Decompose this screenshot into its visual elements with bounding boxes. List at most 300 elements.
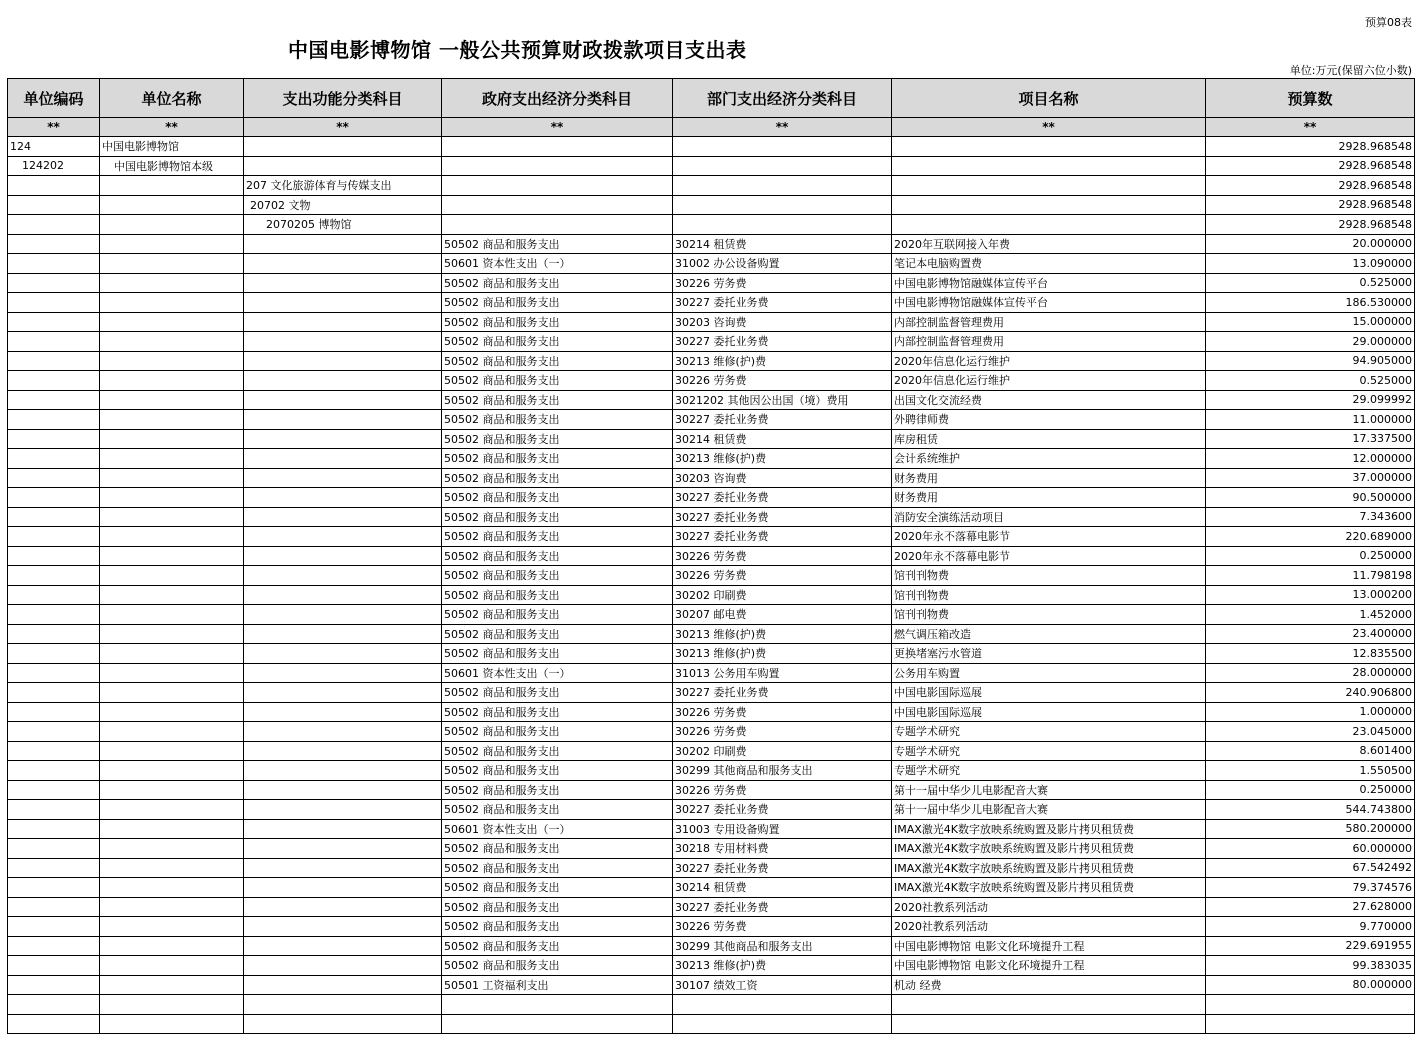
project-name-cell: 公务用车购置: [892, 663, 1206, 683]
dept-economic-class-cell: [673, 1014, 892, 1034]
unit-code-cell: [8, 449, 100, 469]
star-cell: **: [1206, 118, 1415, 137]
dept-economic-class-cell: 30226 劳务费: [673, 702, 892, 722]
function-class-cell: [244, 1014, 442, 1034]
dept-economic-class-cell: 30213 维修(护)费: [673, 449, 892, 469]
table-row: [8, 683, 1415, 703]
unit-name-cell: [100, 429, 244, 449]
budget-amount-cell: 0.250000: [1206, 546, 1415, 566]
dept-economic-class-cell: 30226 劳务费: [673, 566, 892, 586]
dept-economic-class-cell: 30227 委托业务费: [673, 332, 892, 352]
star-row: [8, 118, 1415, 137]
budget-amount-cell: 23.045000: [1206, 722, 1415, 742]
unit-code-cell: [8, 741, 100, 761]
unit-name-cell: [100, 858, 244, 878]
table-row: [8, 663, 1415, 683]
budget-amount-cell: 12.000000: [1206, 449, 1415, 469]
unit-code-cell: [8, 761, 100, 781]
gov-economic-class-cell: 50502 商品和服务支出: [442, 546, 673, 566]
unit-code-cell: [8, 332, 100, 352]
project-name-cell: 财务费用: [892, 468, 1206, 488]
star-cell: **: [100, 118, 244, 137]
budget-amount-cell: 2928.968548: [1206, 176, 1415, 196]
unit-name-cell: [100, 176, 244, 196]
dept-economic-class-cell: 30218 专用材料费: [673, 839, 892, 859]
function-class-cell: [244, 702, 442, 722]
table-row: [8, 566, 1415, 586]
table-row: [8, 351, 1415, 371]
function-class-cell: [244, 897, 442, 917]
table-row: [8, 722, 1415, 742]
table-row: [8, 624, 1415, 644]
gov-economic-class-cell: 50502 商品和服务支出: [442, 741, 673, 761]
unit-code-cell: [8, 254, 100, 274]
unit-name-cell: [100, 683, 244, 703]
unit-name-cell: [100, 273, 244, 293]
budget-amount-cell: 17.337500: [1206, 429, 1415, 449]
function-class-cell: [244, 371, 442, 391]
unit-name-cell: 中国电影博物馆本级: [100, 156, 244, 176]
project-name-cell: 2020年信息化运行维护: [892, 371, 1206, 391]
unit-code-cell: [8, 956, 100, 976]
gov-economic-class-cell: 50502 商品和服务支出: [442, 956, 673, 976]
gov-economic-class-cell: 50502 商品和服务支出: [442, 293, 673, 313]
project-name-cell: IMAX激光4K数字放映系统购置及影片拷贝租赁费: [892, 839, 1206, 859]
unit-code-cell: [8, 371, 100, 391]
budget-amount-cell: 15.000000: [1206, 312, 1415, 332]
table-body: [8, 118, 1415, 1034]
function-class-cell: [244, 605, 442, 625]
gov-economic-class-cell: 50502 商品和服务支出: [442, 897, 673, 917]
budget-table: [7, 78, 1415, 1034]
budget-amount-cell: 79.374576: [1206, 878, 1415, 898]
dept-economic-class-cell: 30214 租赁费: [673, 234, 892, 254]
budget-amount-cell: 229.691955: [1206, 936, 1415, 956]
unit-name-cell: [100, 956, 244, 976]
project-name-cell: 财务费用: [892, 488, 1206, 508]
unit-code-cell: [8, 176, 100, 196]
table-row: [8, 371, 1415, 391]
dept-economic-class-cell: 30213 维修(护)费: [673, 644, 892, 664]
budget-amount-cell: 28.000000: [1206, 663, 1415, 683]
dept-economic-class-cell: 30226 劳务费: [673, 780, 892, 800]
dept-economic-class-cell: 30203 咨询费: [673, 468, 892, 488]
unit-name-cell: [100, 741, 244, 761]
unit-code-cell: [8, 546, 100, 566]
table-row: [8, 936, 1415, 956]
dept-economic-class-cell: [673, 156, 892, 176]
function-class-cell: [244, 137, 442, 157]
gov-economic-class-cell: 50502 商品和服务支出: [442, 585, 673, 605]
table-row: [8, 488, 1415, 508]
budget-amount-cell: 544.743800: [1206, 800, 1415, 820]
gov-economic-class-cell: 50502 商品和服务支出: [442, 839, 673, 859]
function-class-cell: [244, 936, 442, 956]
unit-code-cell: 124: [8, 137, 100, 157]
gov-economic-class-cell: 50502 商品和服务支出: [442, 780, 673, 800]
unit-name-cell: [100, 624, 244, 644]
table-row: [8, 390, 1415, 410]
project-name-cell: [892, 195, 1206, 215]
budget-amount-cell: 11.798198: [1206, 566, 1415, 586]
dept-economic-class-cell: [673, 995, 892, 1015]
dept-economic-class-cell: 3021202 其他因公出国（境）费用: [673, 390, 892, 410]
dept-economic-class-cell: 30227 委托业务费: [673, 410, 892, 430]
table-header: [8, 79, 1415, 118]
unit-name-cell: [100, 254, 244, 274]
project-name-cell: 会计系统维护: [892, 449, 1206, 469]
unit-name-cell: [100, 410, 244, 430]
unit-name-cell: [100, 507, 244, 527]
dept-economic-class-cell: 30299 其他商品和服务支出: [673, 761, 892, 781]
dept-economic-class-cell: 30202 印刷费: [673, 741, 892, 761]
unit-code-cell: [8, 468, 100, 488]
dept-economic-class-cell: 30227 委托业务费: [673, 897, 892, 917]
unit-name-cell: [100, 605, 244, 625]
table-row: [8, 741, 1415, 761]
unit-code-cell: [8, 273, 100, 293]
gov-economic-class-cell: 50502 商品和服务支出: [442, 449, 673, 469]
budget-amount-cell: 7.343600: [1206, 507, 1415, 527]
unit-code-cell: [8, 917, 100, 937]
function-class-cell: [244, 468, 442, 488]
unit-code-cell: [8, 663, 100, 683]
project-name-cell: 2020年信息化运行维护: [892, 351, 1206, 371]
project-name-cell: [892, 995, 1206, 1015]
star-cell: **: [892, 118, 1206, 137]
budget-amount-cell: 0.525000: [1206, 371, 1415, 391]
unit-name-cell: [100, 644, 244, 664]
project-name-cell: 库房租赁: [892, 429, 1206, 449]
table-row: [8, 800, 1415, 820]
budget-amount-cell: 2928.968548: [1206, 215, 1415, 235]
project-name-cell: 2020社教系列活动: [892, 917, 1206, 937]
function-class-cell: [244, 839, 442, 859]
unit-code-cell: [8, 624, 100, 644]
table-row: [8, 995, 1415, 1015]
unit-name-cell: [100, 488, 244, 508]
unit-code-cell: [8, 605, 100, 625]
project-name-cell: 2020年永不落幕电影节: [892, 527, 1206, 547]
gov-economic-class-cell: 50502 商品和服务支出: [442, 390, 673, 410]
budget-amount-cell: 11.000000: [1206, 410, 1415, 430]
function-class-cell: [244, 878, 442, 898]
gov-economic-class-cell: 50502 商品和服务支出: [442, 878, 673, 898]
unit-name-cell: [100, 312, 244, 332]
table-row: [8, 332, 1415, 352]
gov-economic-class-cell: 50502 商品和服务支出: [442, 644, 673, 664]
budget-amount-cell: 37.000000: [1206, 468, 1415, 488]
unit-code-cell: [8, 819, 100, 839]
dept-economic-class-cell: 30226 劳务费: [673, 371, 892, 391]
function-class-cell: [244, 975, 442, 995]
gov-economic-class-cell: 50502 商品和服务支出: [442, 273, 673, 293]
table-row: [8, 507, 1415, 527]
table-row: [8, 858, 1415, 878]
unit-name-cell: [100, 936, 244, 956]
unit-code-cell: [8, 878, 100, 898]
budget-amount-cell: 186.530000: [1206, 293, 1415, 313]
function-class-cell: [244, 449, 442, 469]
unit-code-cell: [8, 897, 100, 917]
budget-amount-cell: 27.628000: [1206, 897, 1415, 917]
header-dept-economic-class: 部门支出经济分类科目: [673, 79, 892, 118]
budget-amount-cell: 13.000200: [1206, 585, 1415, 605]
unit-code-cell: [8, 975, 100, 995]
function-class-cell: 20702 文物: [244, 195, 442, 215]
project-name-cell: 2020年永不落幕电影节: [892, 546, 1206, 566]
unit-name-cell: [100, 1014, 244, 1034]
budget-amount-cell: 240.906800: [1206, 683, 1415, 703]
unit-name-cell: [100, 839, 244, 859]
dept-economic-class-cell: 30203 咨询费: [673, 312, 892, 332]
unit-name-cell: [100, 215, 244, 235]
unit-name-cell: [100, 800, 244, 820]
table-row: [8, 975, 1415, 995]
function-class-cell: [244, 234, 442, 254]
dept-economic-class-cell: 30213 维修(护)费: [673, 956, 892, 976]
gov-economic-class-cell: 50502 商品和服务支出: [442, 410, 673, 430]
dept-economic-class-cell: 30227 委托业务费: [673, 507, 892, 527]
function-class-cell: [244, 624, 442, 644]
function-class-cell: [244, 722, 442, 742]
function-class-cell: [244, 156, 442, 176]
gov-economic-class-cell: 50502 商品和服务支出: [442, 488, 673, 508]
unit-code-cell: [8, 351, 100, 371]
header-function-class: 支出功能分类科目: [244, 79, 442, 118]
table-row: [8, 585, 1415, 605]
unit-name-cell: [100, 332, 244, 352]
gov-economic-class-cell: 50502 商品和服务支出: [442, 234, 673, 254]
gov-economic-class-cell: 50502 商品和服务支出: [442, 683, 673, 703]
budget-amount-cell: 20.000000: [1206, 234, 1415, 254]
project-name-cell: 中国电影博物馆 电影文化环境提升工程: [892, 956, 1206, 976]
dept-economic-class-cell: [673, 137, 892, 157]
budget-amount-cell: 90.500000: [1206, 488, 1415, 508]
unit-name-cell: [100, 975, 244, 995]
gov-economic-class-cell: 50502 商品和服务支出: [442, 332, 673, 352]
unit-name-cell: [100, 761, 244, 781]
gov-economic-class-cell: 50502 商品和服务支出: [442, 936, 673, 956]
unit-name-cell: [100, 390, 244, 410]
table-row: [8, 176, 1415, 196]
star-cell: **: [8, 118, 100, 137]
dept-economic-class-cell: 30207 邮电费: [673, 605, 892, 625]
project-name-cell: 馆刊刊物费: [892, 566, 1206, 586]
unit-name-cell: [100, 878, 244, 898]
dept-economic-class-cell: 30214 租赁费: [673, 878, 892, 898]
star-cell: **: [673, 118, 892, 137]
unit-name-cell: [100, 293, 244, 313]
project-name-cell: [892, 156, 1206, 176]
unit-code-cell: [8, 390, 100, 410]
budget-amount-cell: 0.250000: [1206, 780, 1415, 800]
table-row: [8, 1014, 1415, 1034]
table-row: [8, 878, 1415, 898]
project-name-cell: 2020社教系列活动: [892, 897, 1206, 917]
dept-economic-class-cell: 31013 公务用车购置: [673, 663, 892, 683]
function-class-cell: [244, 390, 442, 410]
header-unit-code: 单位编码: [8, 79, 100, 118]
budget-amount-cell: 580.200000: [1206, 819, 1415, 839]
gov-economic-class-cell: [442, 176, 673, 196]
gov-economic-class-cell: 50502 商品和服务支出: [442, 429, 673, 449]
unit-code-cell: [8, 800, 100, 820]
budget-amount-cell: 2928.968548: [1206, 195, 1415, 215]
gov-economic-class-cell: [442, 215, 673, 235]
unit-name-cell: [100, 722, 244, 742]
dept-economic-class-cell: [673, 176, 892, 196]
budget-amount-cell: [1206, 1014, 1415, 1034]
page-title: 中国电影博物馆 一般公共预算财政拨款项目支出表: [288, 38, 747, 62]
gov-economic-class-cell: 50502 商品和服务支出: [442, 566, 673, 586]
unit-name-cell: [100, 819, 244, 839]
unit-name-cell: [100, 449, 244, 469]
project-name-cell: 外聘律师费: [892, 410, 1206, 430]
unit-code-cell: [8, 780, 100, 800]
unit-code-cell: [8, 936, 100, 956]
unit-code-cell: [8, 234, 100, 254]
gov-economic-class-cell: [442, 995, 673, 1015]
gov-economic-class-cell: 50502 商品和服务支出: [442, 312, 673, 332]
function-class-cell: [244, 800, 442, 820]
function-class-cell: [244, 917, 442, 937]
table-row: [8, 254, 1415, 274]
project-name-cell: 内部控制监督管理费用: [892, 312, 1206, 332]
unit-name-cell: [100, 663, 244, 683]
function-class-cell: [244, 312, 442, 332]
function-class-cell: 207 文化旅游体育与传媒支出: [244, 176, 442, 196]
gov-economic-class-cell: 50502 商品和服务支出: [442, 800, 673, 820]
unit-code-cell: [8, 858, 100, 878]
project-name-cell: 中国电影国际巡展: [892, 683, 1206, 703]
unit-name-cell: [100, 195, 244, 215]
budget-amount-cell: 99.383035: [1206, 956, 1415, 976]
budget-amount-cell: 1.550500: [1206, 761, 1415, 781]
budget-amount-cell: 29.000000: [1206, 332, 1415, 352]
table-row: [8, 644, 1415, 664]
project-name-cell: 2020年互联网接入年费: [892, 234, 1206, 254]
unit-name-cell: [100, 566, 244, 586]
unit-code-cell: [8, 410, 100, 430]
unit-code-cell: [8, 1014, 100, 1034]
unit-code-cell: [8, 839, 100, 859]
table-row: [8, 780, 1415, 800]
gov-economic-class-cell: 50502 商品和服务支出: [442, 761, 673, 781]
unit-name-cell: [100, 995, 244, 1015]
budget-amount-cell: 220.689000: [1206, 527, 1415, 547]
budget-amount-cell: 29.099992: [1206, 390, 1415, 410]
gov-economic-class-cell: 50502 商品和服务支出: [442, 624, 673, 644]
project-name-cell: [892, 176, 1206, 196]
unit-code-cell: [8, 507, 100, 527]
unit-code-cell: [8, 683, 100, 703]
budget-amount-cell: 67.542492: [1206, 858, 1415, 878]
project-name-cell: 出国文化交流经费: [892, 390, 1206, 410]
unit-name-cell: [100, 468, 244, 488]
function-class-cell: [244, 644, 442, 664]
project-name-cell: 燃气调压箱改造: [892, 624, 1206, 644]
budget-amount-cell: 9.770000: [1206, 917, 1415, 937]
dept-economic-class-cell: 30299 其他商品和服务支出: [673, 936, 892, 956]
unit-name-cell: 中国电影博物馆: [100, 137, 244, 157]
budget-amount-cell: 0.525000: [1206, 273, 1415, 293]
budget-amount-cell: [1206, 995, 1415, 1015]
function-class-cell: [244, 273, 442, 293]
dept-economic-class-cell: 31002 办公设备购置: [673, 254, 892, 274]
function-class-cell: [244, 566, 442, 586]
function-class-cell: [244, 995, 442, 1015]
table-row: [8, 293, 1415, 313]
dept-economic-class-cell: 30214 租赁费: [673, 429, 892, 449]
unit-code-cell: [8, 215, 100, 235]
unit-name-cell: [100, 780, 244, 800]
dept-economic-class-cell: 30226 劳务费: [673, 273, 892, 293]
unit-code-cell: 124202: [8, 156, 100, 176]
table-row: [8, 761, 1415, 781]
unit-code-cell: [8, 488, 100, 508]
unit-code-cell: [8, 195, 100, 215]
unit-name-cell: [100, 897, 244, 917]
project-name-cell: 专题学术研究: [892, 761, 1206, 781]
gov-economic-class-cell: [442, 195, 673, 215]
star-cell: **: [442, 118, 673, 137]
table-row: [8, 819, 1415, 839]
project-name-cell: IMAX激光4K数字放映系统购置及影片拷贝租赁费: [892, 819, 1206, 839]
unit-name-cell: [100, 546, 244, 566]
function-class-cell: [244, 293, 442, 313]
unit-code-cell: [8, 995, 100, 1015]
unit-code-cell: [8, 702, 100, 722]
gov-economic-class-cell: [442, 156, 673, 176]
function-class-cell: [244, 585, 442, 605]
budget-amount-cell: 12.835500: [1206, 644, 1415, 664]
dept-economic-class-cell: 30213 维修(护)费: [673, 624, 892, 644]
dept-economic-class-cell: [673, 215, 892, 235]
table-row: [8, 468, 1415, 488]
gov-economic-class-cell: 50502 商品和服务支出: [442, 468, 673, 488]
budget-amount-cell: 8.601400: [1206, 741, 1415, 761]
unit-name-cell: [100, 702, 244, 722]
function-class-cell: [244, 761, 442, 781]
gov-economic-class-cell: 50502 商品和服务支出: [442, 527, 673, 547]
table-row: [8, 234, 1415, 254]
budget-amount-cell: 1.452000: [1206, 605, 1415, 625]
gov-economic-class-cell: 50601 资本性支出（一）: [442, 254, 673, 274]
budget-amount-cell: 80.000000: [1206, 975, 1415, 995]
project-name-cell: IMAX激光4K数字放映系统购置及影片拷贝租赁费: [892, 878, 1206, 898]
table-row: [8, 273, 1415, 293]
unit-code-cell: [8, 644, 100, 664]
project-name-cell: 消防安全演练活动项目: [892, 507, 1206, 527]
unit-code-cell: [8, 585, 100, 605]
project-name-cell: 中国电影国际巡展: [892, 702, 1206, 722]
dept-economic-class-cell: 30227 委托业务费: [673, 683, 892, 703]
gov-economic-class-cell: [442, 137, 673, 157]
project-name-cell: 第十一届中华少儿电影配音大赛: [892, 780, 1206, 800]
table-row: [8, 702, 1415, 722]
gov-economic-class-cell: 50601 资本性支出（一）: [442, 663, 673, 683]
table-row: [8, 215, 1415, 235]
header-gov-economic-class: 政府支出经济分类科目: [442, 79, 673, 118]
project-name-cell: 更换堵塞污水管道: [892, 644, 1206, 664]
unit-name-cell: [100, 234, 244, 254]
project-name-cell: 专题学术研究: [892, 722, 1206, 742]
table-row: [8, 956, 1415, 976]
header-budget-amount: 预算数: [1206, 79, 1415, 118]
table-row: [8, 449, 1415, 469]
unit-name-cell: [100, 351, 244, 371]
